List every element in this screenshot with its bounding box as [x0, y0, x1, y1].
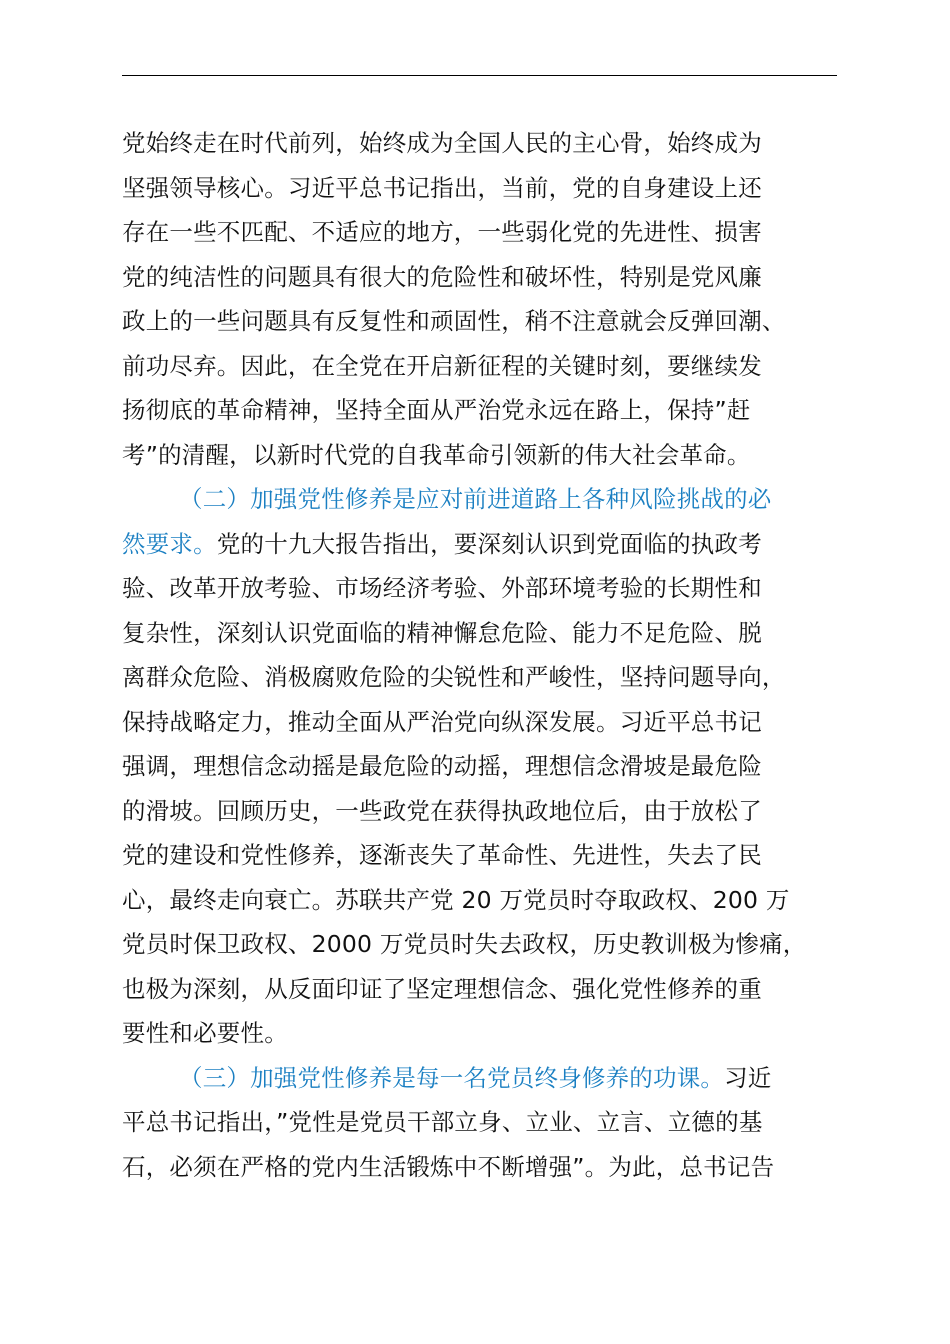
- text-line: 党始终走在时代前列，始终成为全国人民的主心骨，始终成为: [122, 129, 762, 157]
- text-line: 党的建设和党性修养，逐渐丧失了革命性、先进性，失去了民: [122, 841, 762, 869]
- text-line: 验、改革开放考验、市场经济考验、外部环境考验的长期性和: [122, 574, 762, 602]
- text-line: 保持战略定力，推动全面从严治党向纵深发展。习近平总书记: [122, 707, 762, 736]
- text-line: 强调，理想信念动摇是最危险的动摇，理想信念滑坡是最危险: [122, 752, 762, 780]
- text-line: 扬彻底的革命精神，坚持全面从严治党永远在路上，保持”赶: [122, 396, 751, 424]
- text-line: 石，必须在严格的党内生活锻炼中不断增强”。为此，总书记告: [122, 1152, 775, 1181]
- section-heading-2-end: 然要求。: [122, 529, 217, 558]
- text-span: 习近: [724, 1063, 772, 1092]
- text-line: 离群众危险、消极腐败危险的尖锐性和严峻性，坚持问题导向，: [122, 663, 786, 691]
- paragraph-1: [122, 121, 838, 477]
- text-line: [122, 1056, 838, 1101]
- text-line: 考”的清醒，以新时代党的自我革命引领新的伟大社会革命。: [122, 440, 751, 469]
- text-line: 也极为深刻，从反面印证了坚定理想信念、强化党性修养的重: [122, 974, 762, 1003]
- text-line: 平总书记指出，”党性是党员干部立身、立业、立言、立德的基: [122, 1108, 763, 1136]
- text-span: 党的十九大报告指出，要深刻认识到党面临的执政考: [216, 529, 762, 558]
- text-line: 的滑坡。回顾历史，一些政党在获得执政地位后，由于放松了: [122, 796, 762, 825]
- section-heading-2: （二）加强党性修养是应对前进道路上各种风险挑战的必: [179, 485, 772, 513]
- text-line: 复杂性，深刻认识党面临的精神懈怠危险、能力不足危险、脱: [122, 618, 762, 647]
- text-line: 政上的一些问题具有反复性和顽固性，稍不注意就会反弹回潮、: [122, 307, 786, 335]
- paragraph-2: [122, 477, 838, 1056]
- header-rule: [122, 75, 837, 76]
- text-line: 坚强领导核心。习近平总书记指出，当前，党的自身建设上还: [122, 173, 762, 202]
- text-line: 心，最终走向衰亡。苏联共产党 20 万党员时夺取政权、200 万: [122, 885, 790, 914]
- paragraph-3: [122, 1056, 838, 1190]
- document-body: [122, 121, 838, 1189]
- text-line: 前功尽弃。因此，在全党在开启新征程的关键时刻，要继续发: [122, 351, 762, 380]
- text-line: 党员时保卫政权、2000 万党员时失去政权，历史教训极为惨痛，: [122, 930, 807, 958]
- text-line: 存在一些不匹配、不适应的地方，一些弱化党的先进性、损害: [122, 218, 762, 246]
- section-heading-3: （三）加强党性修养是每一名党员终身修养的功课。: [179, 1063, 725, 1092]
- text-line: 要性和必要性。: [122, 1019, 288, 1047]
- text-line: [122, 522, 838, 567]
- text-line: 党的纯洁性的问题具有很大的危险性和破坏性，特别是党风廉: [122, 262, 762, 291]
